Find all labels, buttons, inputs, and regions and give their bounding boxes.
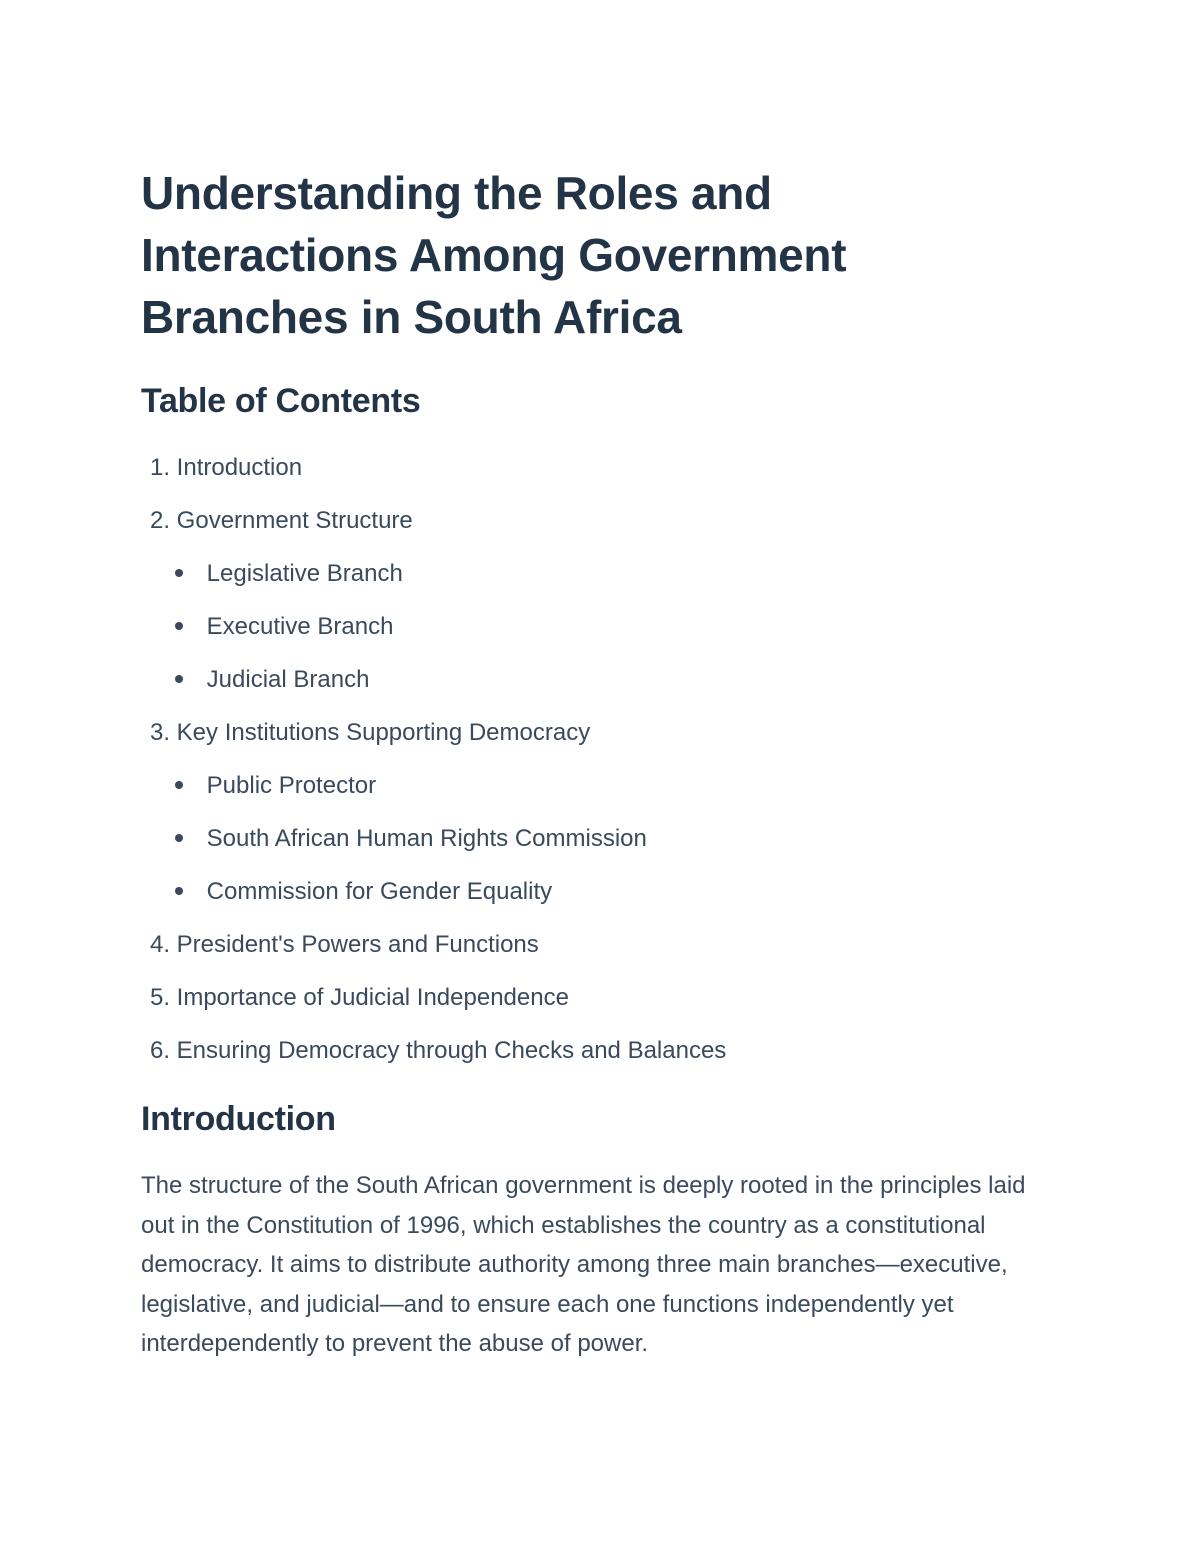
toc-item-judicial-independence[interactable] — [141, 978, 726, 1031]
toc-label: Commission for Gender Equality — [206, 878, 553, 905]
table-of-contents — [141, 448, 726, 1084]
document-title: Understanding the Roles and Interactions Among Government Branches in South Africa — [141, 167, 847, 343]
toc-item-key-institutions[interactable] — [141, 713, 726, 766]
toc-item-government-structure[interactable] — [141, 501, 726, 554]
toc-label: Key Institutions Supporting Democracy — [176, 719, 591, 746]
bullet-icon — [175, 781, 183, 789]
toc-label: Importance of Judicial Independence — [176, 984, 569, 1011]
toc-subitem-judicial-branch[interactable] — [141, 660, 726, 713]
toc-number: 2. — [149, 507, 170, 534]
toc-heading: Table of Contents — [141, 382, 421, 420]
bullet-icon — [175, 622, 183, 630]
toc-label: Judicial Branch — [206, 666, 370, 693]
toc-item-presidents-powers[interactable] — [141, 925, 726, 978]
toc-label: President's Powers and Functions — [176, 931, 539, 958]
toc-label: Public Protector — [206, 772, 377, 799]
toc-subitem-public-protector[interactable] — [141, 766, 726, 819]
introduction-heading: Introduction — [141, 1100, 336, 1138]
bullet-icon — [175, 675, 183, 683]
toc-label: Executive Branch — [206, 613, 394, 640]
toc-item-checks-and-balances[interactable] — [141, 1031, 726, 1084]
toc-number: 5. — [149, 984, 170, 1011]
toc-number: 6. — [149, 1037, 170, 1064]
toc-label: Introduction — [176, 454, 303, 481]
toc-label: Government Structure — [176, 507, 413, 534]
bullet-icon — [175, 887, 183, 895]
toc-subitem-gender-equality[interactable] — [141, 872, 726, 925]
toc-number: 1. — [149, 454, 170, 481]
bullet-icon — [175, 834, 183, 842]
toc-label: South African Human Rights Commission — [206, 825, 647, 852]
toc-number: 3. — [149, 719, 170, 746]
toc-label: Legislative Branch — [206, 560, 403, 587]
toc-subitem-legislative-branch[interactable] — [141, 554, 726, 607]
toc-number: 4. — [149, 931, 170, 958]
toc-item-introduction[interactable] — [141, 448, 726, 501]
toc-label: Ensuring Democracy through Checks and Balances — [176, 1037, 727, 1064]
bullet-icon — [175, 569, 183, 577]
toc-subitem-human-rights-commission[interactable] — [141, 819, 726, 872]
introduction-paragraph: The structure of the South African government is deeply rooted in the principles laid out in the Constitution of 1996, which establishes the country as a constitutional democracy. It aims to distribute authority among three main branches—executive, legislative, and judicial—and to ensure each one functions independently yet interdependently to prevent the abuse of power. — [141, 1172, 1026, 1358]
toc-subitem-executive-branch[interactable] — [141, 607, 726, 660]
